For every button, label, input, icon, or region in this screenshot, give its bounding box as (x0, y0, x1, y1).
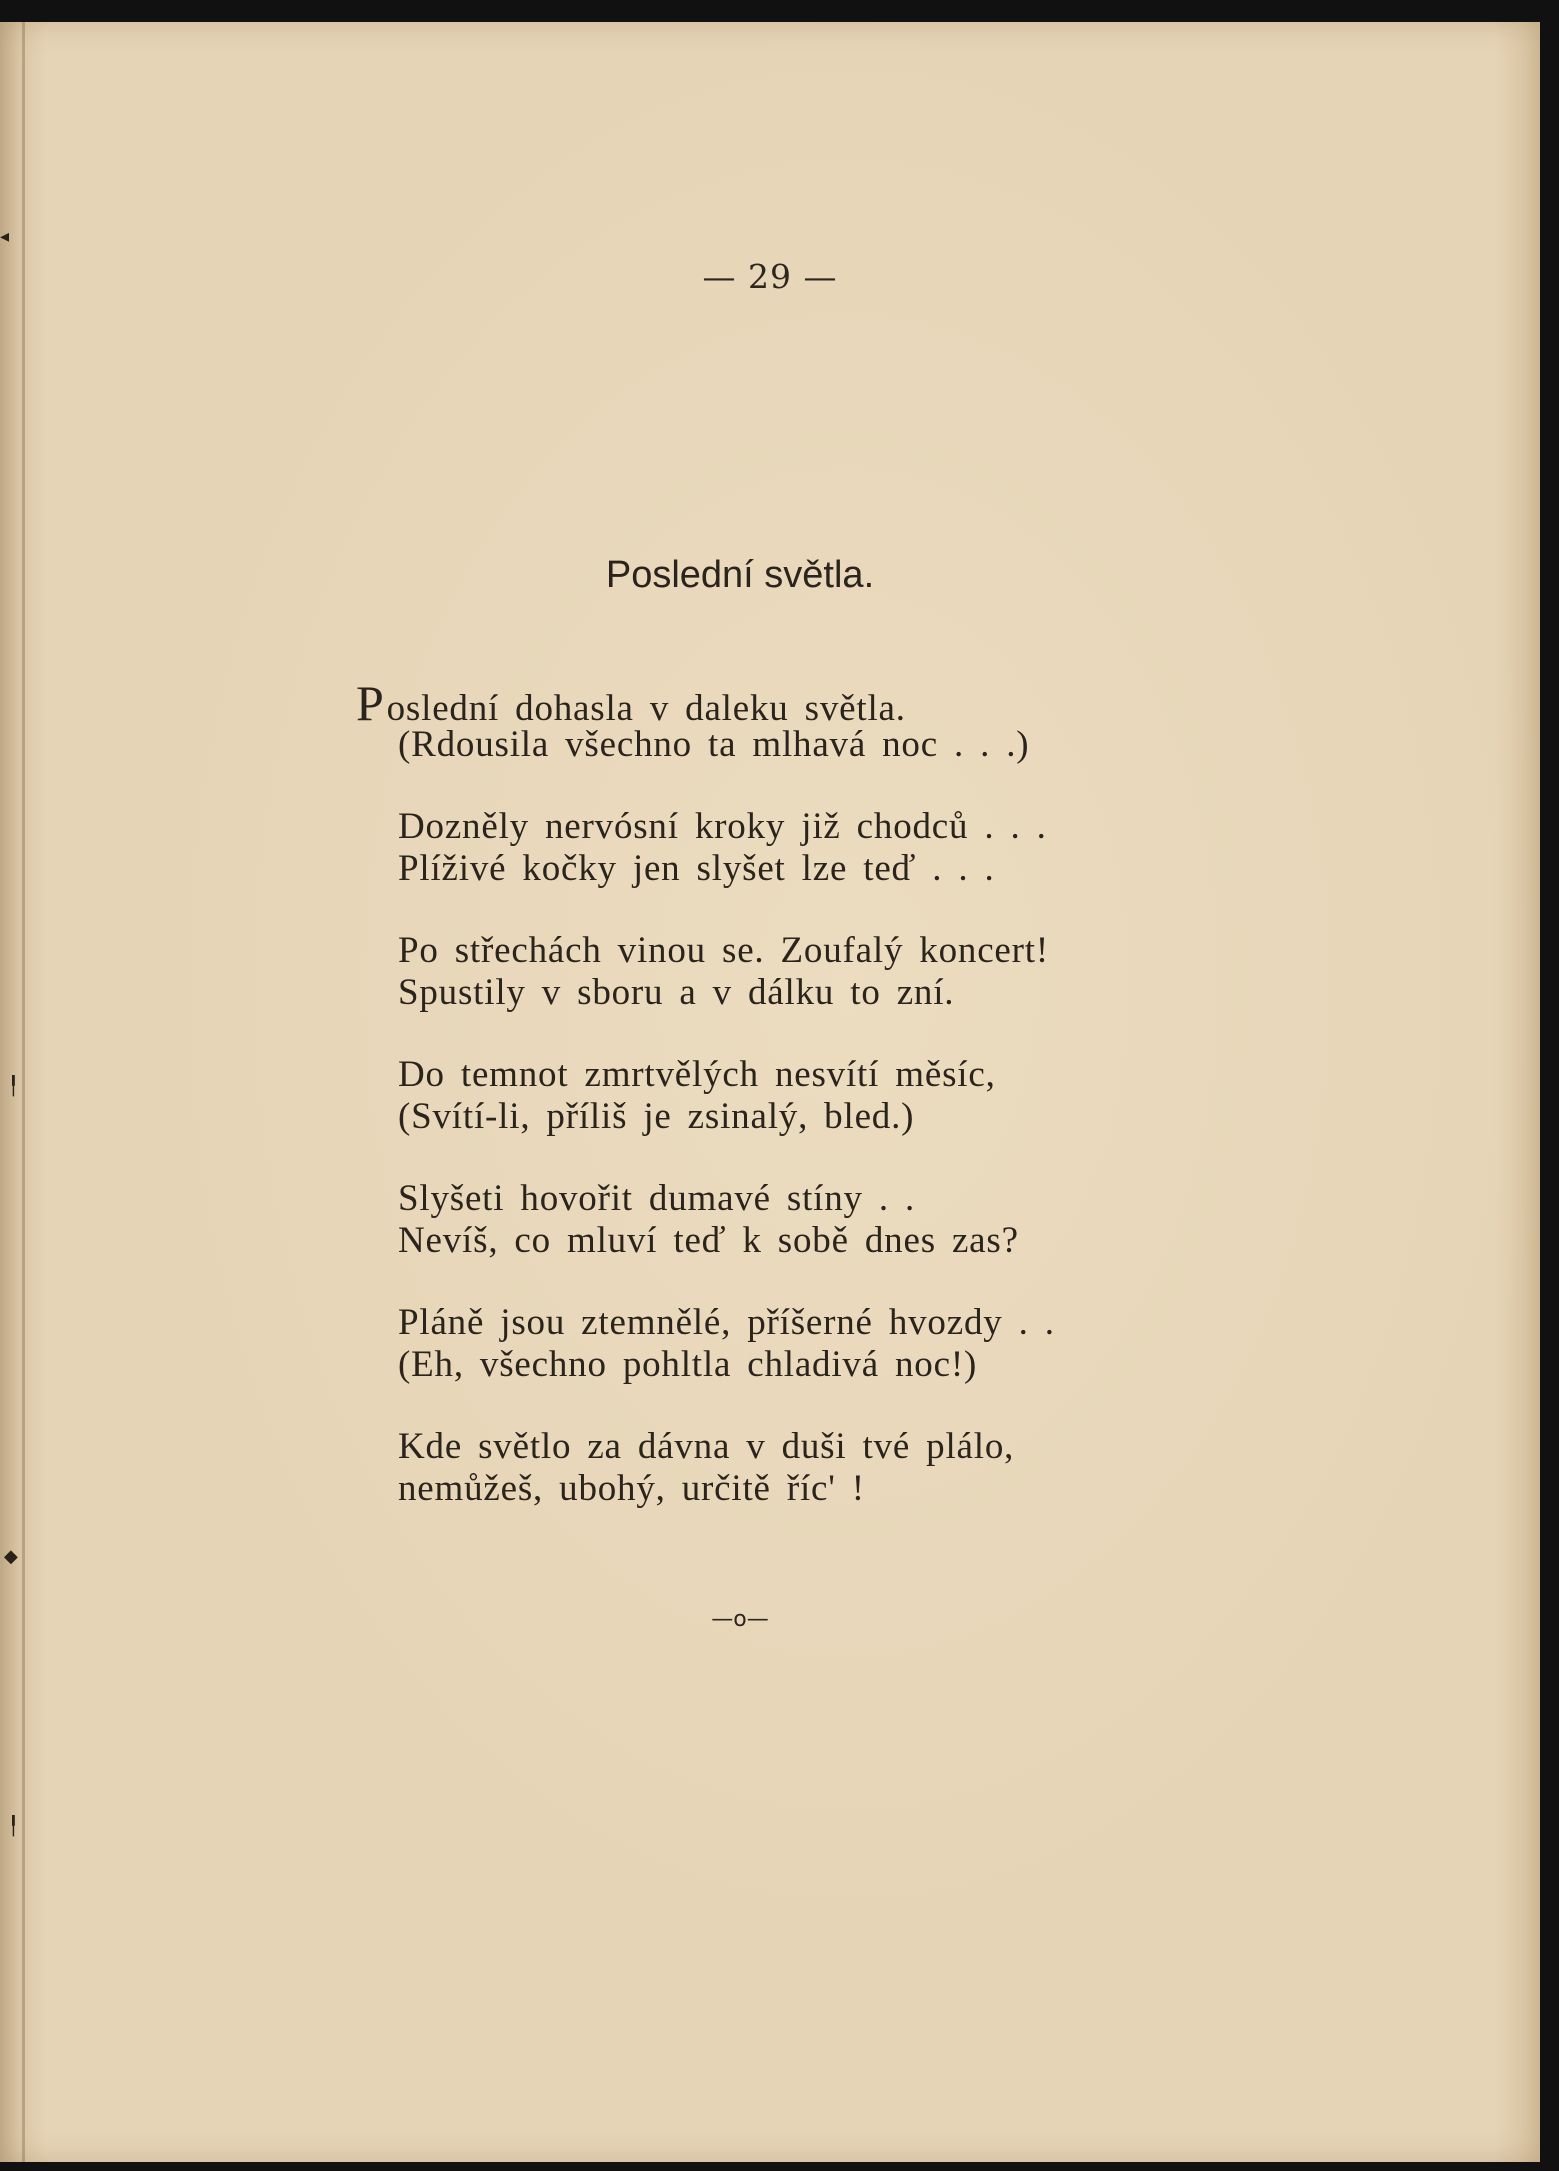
poem-line: Do temnot zmrtvělých nesvítí měsíc, (398, 1054, 996, 1095)
poem-line: nemůžeš, ubohý, určitě říc' ! (398, 1468, 865, 1509)
stanza (398, 1302, 1498, 1386)
margin-mark-icon: ◆ (4, 1546, 18, 1567)
stanza (398, 806, 1498, 890)
margin-mark-icon: ╿ (8, 1816, 19, 1837)
stanza (398, 1426, 1498, 1510)
stanza (398, 1054, 1498, 1138)
page-number: — 29 — (702, 257, 838, 296)
poem-line: (Eh, všechno pohltla chladivá noc!) (398, 1344, 978, 1385)
end-ornament: —o— (711, 1607, 769, 1632)
stanza (398, 1178, 1498, 1262)
drop-cap: P (356, 675, 385, 731)
stanza (356, 675, 1498, 766)
poem-line: Slyšeti hovořit dumavé stíny . . (398, 1178, 916, 1219)
poem-line: Nevíš, co mluví teď k sobě dnes zas? (398, 1220, 1019, 1261)
margin-mark-icon: ╿ (8, 1076, 19, 1097)
poem-line: Pláně jsou ztemnělé, příšerné hvozdy . . (398, 1302, 1055, 1343)
poem-title: Poslední světla. (605, 554, 875, 596)
poem-line: Spustily v sboru a v dálku to zní. (398, 972, 955, 1013)
poem-body (356, 675, 1498, 1550)
poem-line: Plíživé kočky jen slyšet lze teď . . . (398, 848, 995, 889)
page-spine-edge (22, 22, 25, 2162)
poem-line: Kde světlo za dávna v duši tvé plálo, (398, 1426, 1015, 1467)
poem-line-text: oslední dohasla v daleku světla. (386, 688, 906, 729)
stanza (398, 930, 1498, 1014)
poem-line: Dozněly nervósní kroky již chodců . . . (398, 806, 1047, 847)
poem-line: (Rdousila všechno ta mlhavá noc . . .) (398, 724, 1030, 765)
book-page (0, 22, 1540, 2162)
margin-arrow-icon: ◂ (0, 226, 10, 247)
poem-line: (Svítí-li, příliš je zsinalý, bled.) (398, 1096, 915, 1137)
poem-line: Po střechách vinou se. Zoufalý koncert! (398, 930, 1049, 971)
poem-line (356, 675, 1498, 731)
